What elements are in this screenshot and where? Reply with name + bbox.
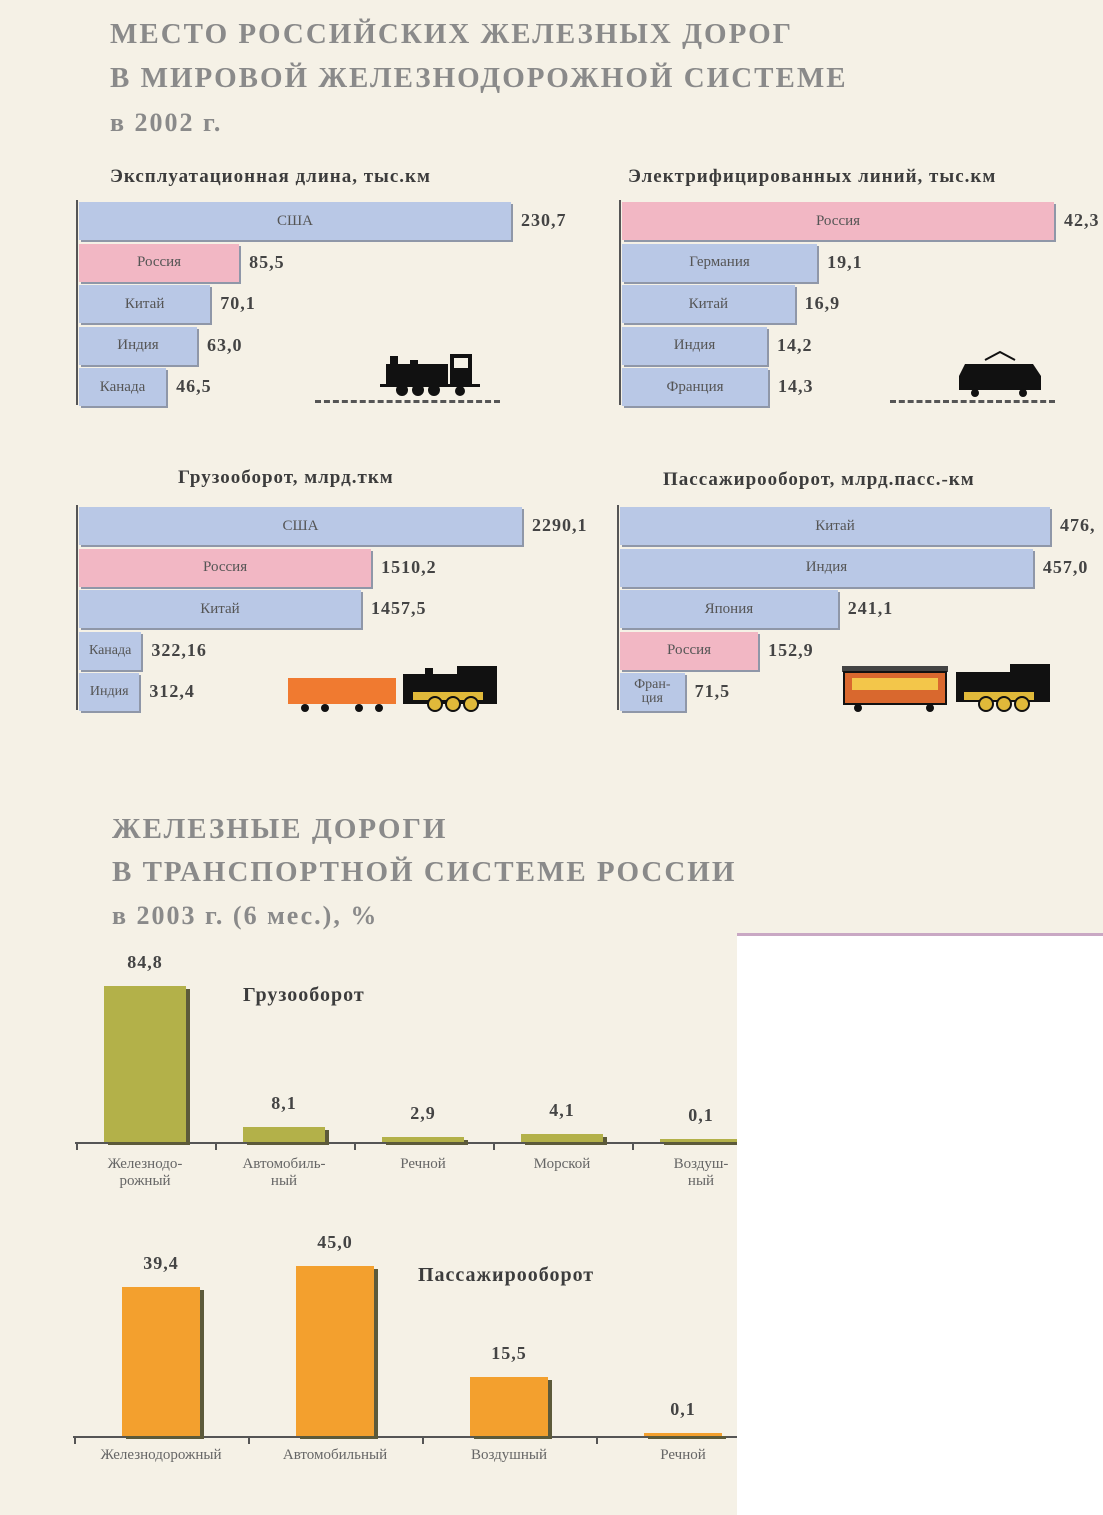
bar-value-label: 4,1 — [549, 1100, 575, 1121]
bar-value-label: 457,0 — [1042, 556, 1089, 577]
bar-value-label: 45,0 — [317, 1232, 353, 1252]
x-tick — [422, 1436, 424, 1444]
bar-category-label: Германия — [689, 254, 750, 270]
bar-value-label: 15,5 — [491, 1343, 527, 1364]
bar — [622, 244, 817, 282]
bar — [620, 590, 838, 628]
bar — [79, 202, 511, 240]
bar-value-label: 46,5 — [176, 376, 212, 396]
bar-value-label: 84,8 — [127, 952, 163, 972]
bar-value-label: 16,9 — [804, 293, 841, 313]
bar-value-label: 85,5 — [249, 251, 285, 272]
bar — [79, 327, 197, 365]
x-tick — [493, 1142, 495, 1150]
y-axis — [76, 200, 78, 405]
bar — [660, 1139, 742, 1142]
x-tick — [596, 1436, 598, 1444]
x-tick — [74, 1436, 76, 1444]
freight-train-icon — [285, 660, 510, 715]
x-category-label: Автомобиль- ный — [242, 1156, 326, 1190]
bar-value-label: 476, — [1060, 515, 1096, 535]
x-tick — [248, 1436, 250, 1444]
bar — [79, 368, 166, 406]
bottom-title-line1: ЖЕЛЕЗНЫЕ ДОРОГИ — [112, 813, 448, 845]
y-axis — [619, 200, 621, 405]
x-category-label: Речной — [660, 1447, 706, 1463]
top-title-line2: В МИРОВОЙ ЖЕЛЕЗНОДОРОЖНОЙ СИСТЕМЕ — [110, 62, 848, 94]
x-category-label: Речной — [400, 1156, 446, 1172]
bar-category-label: США — [277, 212, 313, 229]
x-tick — [354, 1142, 356, 1150]
steam-locomotive-icon — [380, 350, 480, 398]
bar-category-label: США — [282, 517, 319, 534]
bar-category-label: Китай — [815, 517, 855, 534]
x-category-label: Железнодорожный — [100, 1447, 222, 1463]
x-category-label: Железнодо- рожный — [107, 1156, 183, 1190]
bar-category-label: Китай — [124, 295, 165, 312]
chart-title: Эксплуатационная длина, тыс.км — [110, 166, 431, 187]
chart-title: Грузооборот, млрд.ткм — [178, 467, 394, 488]
bar — [622, 368, 768, 406]
bar-category-label: Россия — [137, 254, 182, 270]
bar-category-label: Япония — [704, 600, 754, 617]
rails — [315, 400, 500, 403]
overlay-sheet — [737, 933, 1103, 1515]
bar-category-label: Индия — [89, 684, 129, 699]
bar-value-label: 152,9 — [768, 639, 814, 660]
bar — [79, 632, 141, 670]
bar — [620, 507, 1050, 545]
bar-value-label: 322,16 — [151, 639, 207, 660]
bar-category-label: Индия — [805, 559, 848, 575]
bar — [622, 202, 1054, 240]
bar — [521, 1134, 603, 1142]
bar-value-label: 2290,1 — [532, 515, 588, 535]
bar-value-label: 63,0 — [206, 334, 243, 355]
bar-category-label: Индия — [673, 337, 716, 353]
bar — [382, 1137, 464, 1142]
bar-value-label: 2,9 — [410, 1102, 436, 1123]
bar-category-label: Индия — [117, 337, 159, 353]
x-category-label: Автомобильный — [282, 1447, 388, 1463]
y-axis — [76, 505, 78, 710]
chart-title: Пассажирооборот — [418, 1264, 595, 1286]
chart-title: Электрифицированных линий, тыс.км — [628, 166, 997, 187]
bar — [122, 1287, 200, 1436]
bar-value-label: 42,3 — [1064, 210, 1100, 230]
top-title-line3: в 2002 г. — [110, 108, 223, 137]
bar-value-label: 241,1 — [847, 598, 894, 618]
x-axis — [73, 1436, 740, 1438]
bar-category-label: Франция — [666, 378, 724, 395]
bar — [296, 1266, 374, 1436]
bar-value-label: 8,1 — [271, 1093, 297, 1114]
bar — [470, 1377, 548, 1436]
x-category-label: Морской — [533, 1156, 591, 1172]
bar-value-label: 71,5 — [694, 681, 731, 701]
bar — [622, 285, 795, 323]
x-tick — [215, 1142, 217, 1150]
bar — [79, 549, 371, 587]
bar — [243, 1127, 325, 1142]
bar-value-label: 14,3 — [778, 376, 814, 396]
x-tick — [632, 1142, 634, 1150]
bottom-title-line2: В ТРАНСПОРТНОЙ СИСТЕМЕ РОССИИ — [112, 856, 737, 888]
bar — [79, 673, 139, 711]
x-axis — [75, 1142, 740, 1144]
y-axis — [617, 505, 619, 710]
bar-value-label: 0,1 — [688, 1105, 714, 1125]
electric-locomotive-icon — [955, 350, 1045, 398]
bar-category-label: Китай — [200, 600, 240, 617]
bar — [620, 549, 1033, 587]
bar-value-label: 1457,5 — [370, 598, 427, 618]
bar-category-label: Россия — [815, 212, 861, 229]
bar-category-label: Китай — [688, 295, 729, 312]
chart-title: Пассажирооборот, млрд.пасс.-км — [663, 469, 975, 490]
chart-title: Грузооборот — [243, 984, 365, 1006]
bar-value-label: 19,1 — [827, 251, 863, 272]
bar — [644, 1433, 722, 1436]
bar-value-label: 70,1 — [220, 293, 256, 313]
bar-value-label: 0,1 — [670, 1399, 696, 1419]
bar-category-label: Канада — [88, 642, 132, 658]
x-category-label: Воздушный — [471, 1447, 547, 1463]
bar-value-label: 14,2 — [777, 334, 813, 355]
top-title-line1: МЕСТО РОССИЙСКИХ ЖЕЛЕЗНЫХ ДОРОГ — [110, 18, 794, 50]
bar — [620, 632, 758, 670]
bar-value-label: 312,4 — [149, 681, 195, 701]
x-tick — [76, 1142, 78, 1150]
bar — [620, 673, 685, 711]
bar — [79, 244, 239, 282]
bar — [79, 507, 522, 545]
passenger-train-icon — [840, 660, 1060, 715]
bar — [622, 327, 767, 365]
bar-value-label: 39,4 — [143, 1253, 179, 1274]
bar-category-label: Канада — [99, 378, 146, 395]
rails — [890, 400, 1055, 403]
bar-value-label: 230,7 — [521, 210, 567, 230]
bar-value-label: 1510,2 — [381, 556, 437, 577]
bottom-title-line3: в 2003 г. (6 мес.), % — [112, 901, 379, 930]
bar-category-label: Россия — [667, 642, 712, 658]
bar-category-label: Россия — [203, 559, 248, 575]
bar — [79, 590, 361, 628]
bar — [79, 285, 210, 323]
bar-category-label: Фран- ция — [634, 677, 671, 706]
x-category-label: Воздуш- ный — [673, 1156, 729, 1190]
bar — [104, 986, 186, 1142]
